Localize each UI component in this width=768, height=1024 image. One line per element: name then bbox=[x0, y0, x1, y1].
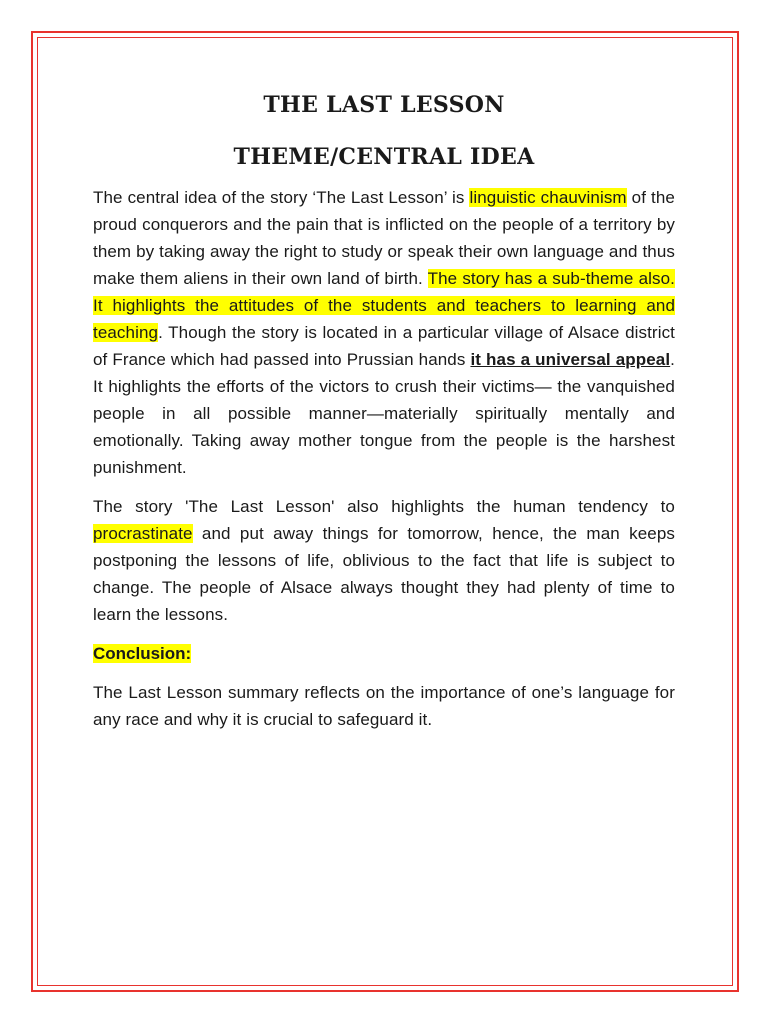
document-subtitle: THEME/CENTRAL IDEA bbox=[233, 144, 535, 170]
paragraph-central-idea bbox=[93, 184, 675, 481]
paragraph-text: . Though the story is located in a particular village of Alsace district of France which had passed into Prussian hands bbox=[93, 323, 675, 369]
highlighted-heading: Conclusion: bbox=[93, 644, 192, 663]
conclusion-heading bbox=[93, 640, 675, 667]
paragraph-procrastination bbox=[93, 493, 675, 628]
document-title: THE LAST LESSON bbox=[263, 92, 505, 118]
paragraph-text: . It highlights the efforts of the victors to crush their victims— the vanquished people in all possible manner—materially spiritually mentally and emotionally. Taking away mother tongue from the people is the harshest punishment. bbox=[93, 350, 675, 477]
paragraph-text: The central idea of the story ‘The Last Lesson’ is bbox=[93, 188, 470, 207]
paragraph-text: and put away things for tomorrow, hence, the man keeps postponing the lessons of life, oblivious to the fact that life is subject to change. The people of Alsace always thought they had plenty of time to learn the lessons. bbox=[93, 524, 675, 624]
paragraph-text: of the proud conquerors and the pain that is inflicted on the people of a territory by them by taking away the right to study or speak their own language and thus make them aliens in their own land of birth. bbox=[93, 188, 675, 288]
document-content bbox=[93, 88, 675, 745]
underlined-bold-text: it has a universal appeal bbox=[470, 350, 671, 369]
conclusion-paragraph: The Last Lesson summary reflects on the importance of one’s language for any race and why it is crucial to safeguard it. bbox=[93, 683, 675, 729]
highlighted-text: The story has a sub-theme also. It highlights the attitudes of the students and teachers to learning and teaching bbox=[93, 269, 675, 342]
highlighted-text: linguistic chauvinism bbox=[469, 188, 627, 207]
paragraph-text: The story 'The Last Lesson' also highlights the human tendency to bbox=[93, 497, 675, 516]
highlighted-text: procrastinate bbox=[93, 524, 193, 543]
